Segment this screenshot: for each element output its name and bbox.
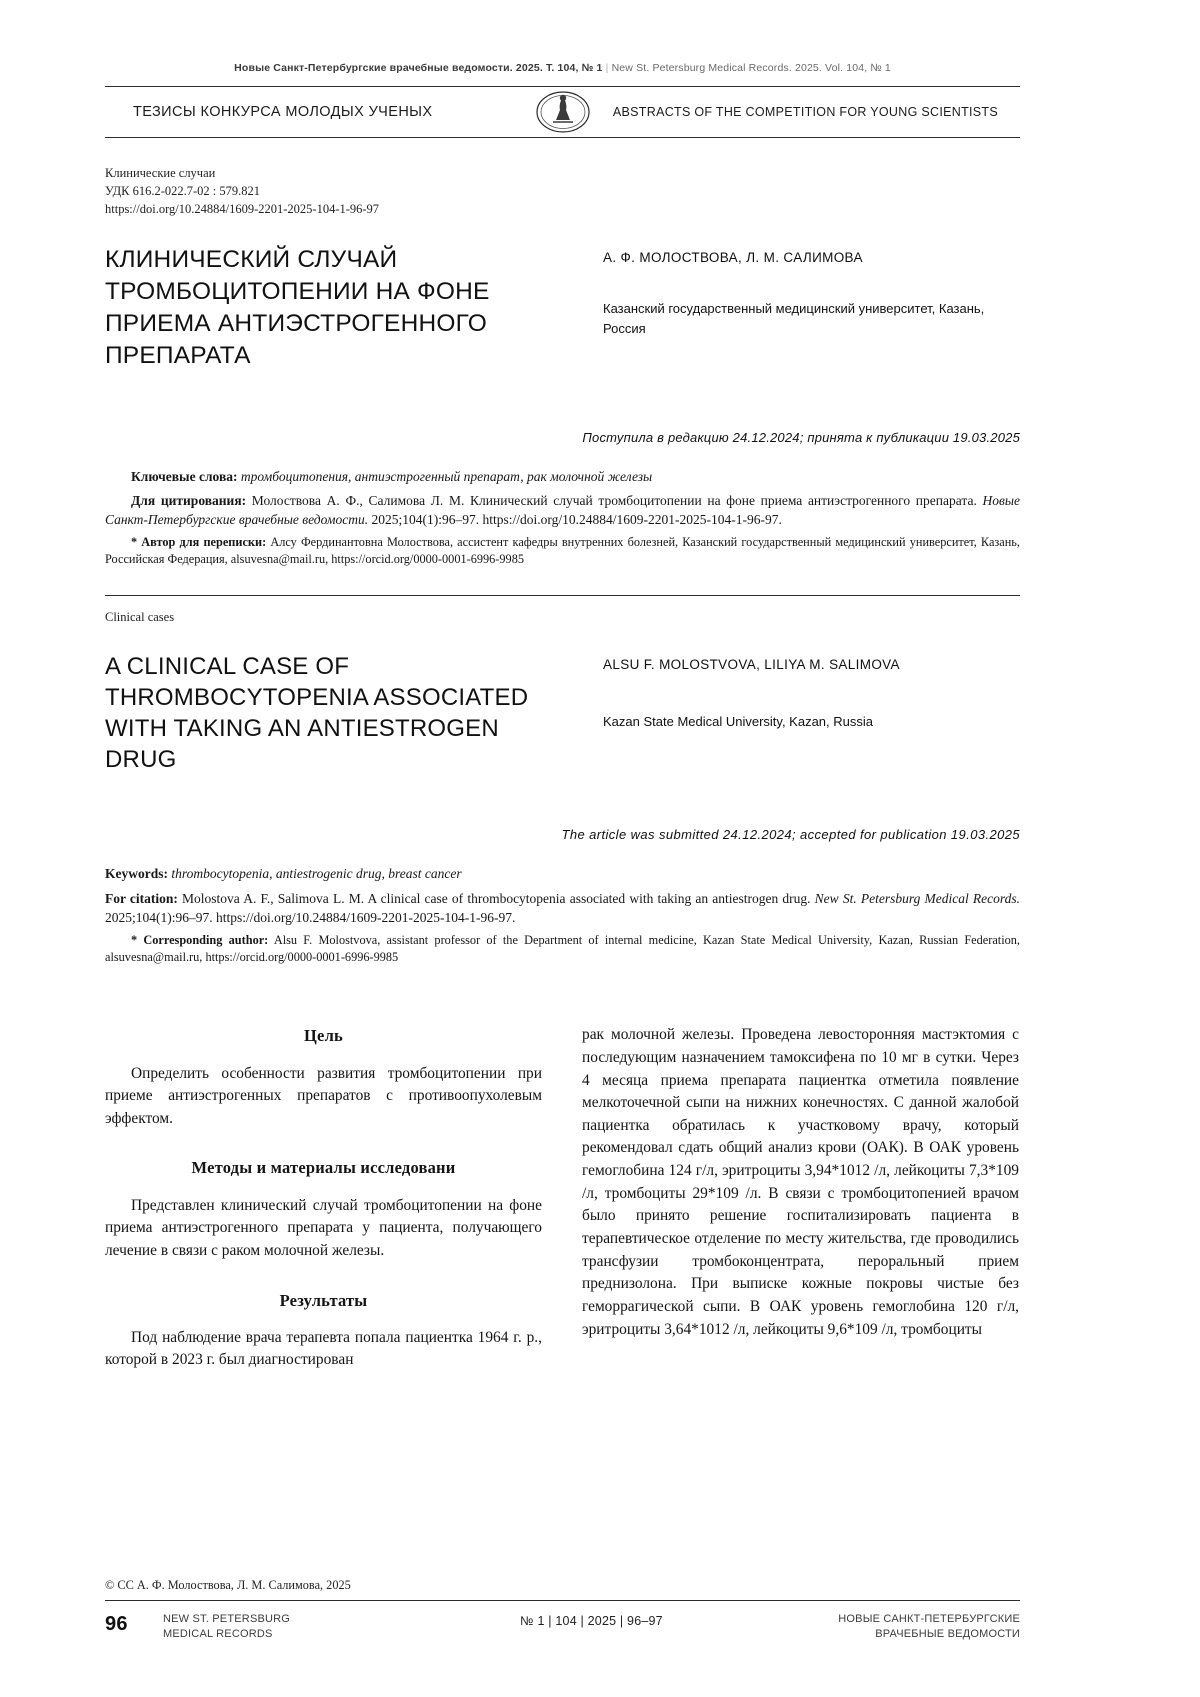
citation-authors-ru: Молоствова А. Ф., Салимова Л. М. Клинический случай тромбоцитопении на фоне приема антиэстрогенного препарата. (246, 492, 983, 508)
corresponding-author-ru (105, 534, 1020, 568)
corresponding-label-en: * Corresponding author: (131, 932, 269, 947)
divider-ru-en (105, 595, 1020, 596)
keywords-value-en: thrombocytopenia, antiestrogenic drug, breast cancer (171, 866, 462, 882)
corresponding-author-en (105, 932, 1020, 966)
body-column-left (105, 1024, 542, 1386)
paragraph-methods: Представлен клинический случай тромбоцитопении на фоне приема антиэстрогенного препарата у пациента, получающего лечение в связи с раком молочной железы. (105, 1196, 542, 1259)
keywords-label-ru: Ключевые слова: (131, 468, 238, 484)
heading-results: Результаты (279, 1290, 368, 1310)
paragraph-goal: Определить особенности развития тромбоцитопении при приеме антиэстрогенных препаратов с противоопухолевым эффектом. (105, 1064, 542, 1127)
section-band (105, 86, 1020, 138)
authors-ru: А. Ф. МОЛОСТВОВА, Л. М. САЛИМОВА (603, 250, 863, 266)
meta-udk: УДК 616.2-022.7-02 : 579.821 (105, 184, 260, 199)
citation-journal-ru: Новые Санкт-Петербургские врачебные ведомости. (105, 492, 1020, 528)
citation-ru (105, 491, 1020, 529)
paragraph-results: Под наблюдение врача терапевта попала пациентка 1964 г. р., которой в 2023 г. был диагностирован (105, 1328, 542, 1369)
abstract-meta-ru (105, 467, 1020, 569)
citation-en (105, 889, 1020, 927)
authors-column-ru (603, 244, 1003, 371)
footer-journal-ru (750, 1612, 1020, 1642)
keywords-label-en: Keywords: (105, 866, 168, 882)
footer-journal-ru-line2: ВРАЧЕБНЫЕ ВЕДОМОСТИ (875, 1627, 1020, 1640)
page-content (105, 0, 1020, 1386)
keywords-ru (105, 467, 1020, 486)
keywords-value-ru: тромбоцитопения, антиэстрогенный препарат, рак молочной железы (240, 468, 653, 484)
running-head-separator: | (605, 62, 609, 74)
paragraph-results-continued: рак молочной железы. Проведена левосторонняя мастэктомия с последующим назначением тамоксифена по 10 мг в сутки. Через 4 месяца приема препарата пациентка отметила появление мелкоточечной сыпи на нижних конечностях. С данной жалобой пациентка обратилась к участковому врачу, который рекомендовал сдать общий анализ крови (ОАК). В ОАК уровень гемоглобина 124 г/л, эритроциты 3,94*1012 /л, лейкоциты 7,3*109 /л, тромбоциты 29*109 /л. В связи с тромбоцитопенией врачом было принято решение госпитализировать пациента в терапевтическое отделение по месту жительства, где проводились трансфузии тромбоконцентрата, пероральный прием преднизолона. При выписке кожные покровы чистые без геморрагической сыпи. В ОАК уровень гемоглобина 120 г/л, эритроциты 3,64*1012 /л, лейкоциты 9,6*109 /л, тромбоциты (582, 1026, 1019, 1338)
submission-dates-ru: Поступила в редакцию 24.12.2024; принята к публикации 19.03.2025 (582, 429, 1020, 445)
band-title-en: ABSTRACTS OF THE COMPETITION FOR YOUNG SCIENTISTS (612, 105, 998, 119)
keywords-en (105, 864, 1020, 883)
footer-journal-ru-line1: НОВЫЕ САНКТ-ПЕТЕРБУРГСКИЕ (838, 1613, 1020, 1625)
page-footer (105, 1612, 1020, 1642)
citation-tail-en: 2025;104(1):96–97. https://doi.org/10.24884/1609-2201-2025-104-1-96-97. (105, 909, 516, 925)
meta-section: Клинические случаи (105, 166, 216, 180)
citation-tail-ru: 2025;104(1):96–97. https://doi.org/10.24884/1609-2201-2025-104-1-96-97. (368, 512, 782, 528)
corresponding-value-ru: Алсу Фердинантовна Молоствова, ассистент кафедры внутренних болезней, Казанский государственный медицинский университет, Казань, Российская Федерация, alsuvesna@mail.ru, https://orcid.org/0000-0001-6996-9985 (105, 535, 1020, 567)
corresponding-label-ru: * Автор для переписки: (131, 535, 267, 550)
title-row-en (105, 651, 1020, 776)
footer-journal-en-line2: MEDICAL RECORDS (163, 1627, 273, 1640)
page-title-en: A CLINICAL CASE OF THROMBOCYTOPENIA ASSOCIATED WITH TAKING AN ANTIESTROGEN DRUG (105, 652, 529, 774)
footer-journal-en-line1: NEW ST. PETERSBURG (163, 1613, 291, 1625)
footer-issue-info: № 1 | 104 | 2025 | 96–97 (520, 1614, 663, 1628)
citation-journal-en: New St. Petersburg Medical Records. (814, 890, 1020, 906)
footer-journal-en (163, 1612, 433, 1642)
title-row-ru (105, 244, 1020, 371)
authors-en: ALSU F. MOLOSTVOVA, LILIYA M. SALIMOVA (603, 656, 900, 672)
corresponding-value-en: Alsu F. Molostvova, assistant professor of the Department of internal medicine, Kazan State Medical University, Kazan, Russian Federation, alsuvesna@mail.ru, https://orcid.org/0000-0001-6996-9985 (105, 932, 1020, 965)
abstract-meta-en (105, 864, 1020, 966)
meta-doi[interactable]: https://doi.org/10.24884/1609-2201-2025-104-1-96-97 (105, 202, 380, 217)
heading-goal: Цель (304, 1026, 343, 1046)
submission-dates-en: The article was submitted 24.12.2024; accepted for publication 19.03.2025 (561, 827, 1020, 843)
page-number: 96 (105, 1613, 128, 1635)
article-meta (105, 164, 1020, 218)
running-head-ru: Новые Санкт-Петербургские врачебные ведомости. 2025. Т. 104, № 1 (234, 62, 603, 74)
heading-methods: Методы и материалы исследовани (191, 1158, 456, 1178)
affiliation-en: Kazan State Medical University, Kazan, Russia (603, 713, 873, 729)
citation-label-ru: Для цитирования: (131, 492, 247, 508)
running-head (105, 62, 1020, 74)
band-title-ru: ТЕЗИСЫ КОНКУРСА МОЛОДЫХ УЧЕНЫХ (133, 104, 433, 120)
title-column-ru (105, 244, 575, 371)
page-title-ru: КЛИНИЧЕСКИЙ СЛУЧАЙ ТРОМБОЦИТОПЕНИИ НА ФОНЕ ПРИЕМА АНТИЭСТРОГЕННОГО ПРЕПАРАТА (105, 246, 490, 369)
body-column-right (582, 1024, 1019, 1386)
citation-authors-en: Molostova A. F., Salimova L. M. A clinical case of thrombocytopenia associated with taking an antiestrogen drug. (177, 890, 815, 906)
copyright-line: © СС А. Ф. Молоствова, Л. М. Салимова, 2025 (105, 1578, 1020, 1601)
title-column-en (105, 651, 575, 776)
article-body (105, 1024, 1020, 1386)
journal-emblem-icon (535, 84, 591, 140)
running-head-en: New St. Petersburg Medical Records. 2025. Vol. 104, № 1 (611, 62, 891, 74)
meta-section-en: Clinical cases (105, 609, 175, 624)
authors-column-en (603, 651, 1003, 776)
citation-label-en: For citation: (105, 890, 178, 906)
affiliation-ru: Казанский государственный медицинский университет, Казань, Россия (603, 301, 985, 336)
